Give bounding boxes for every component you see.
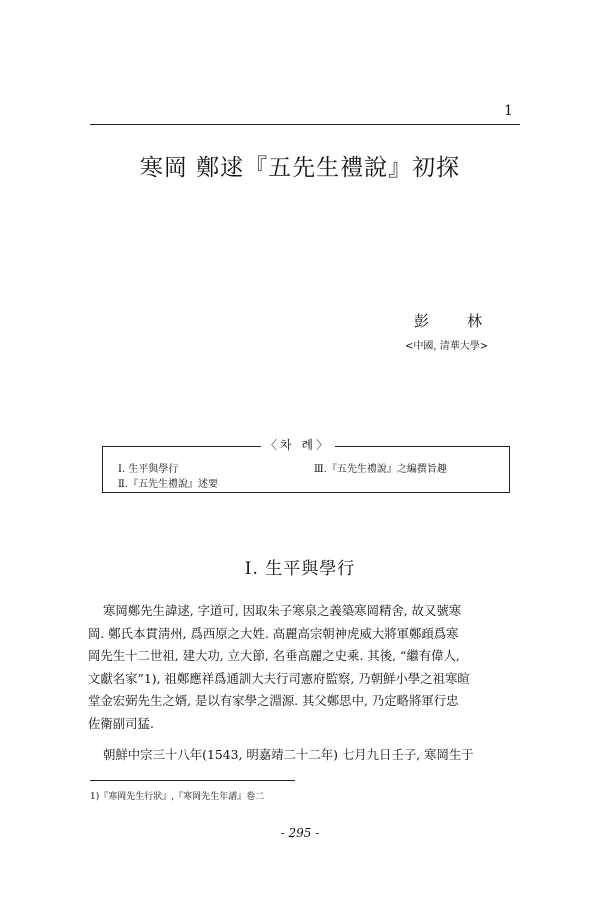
section-heading: Ⅰ. 生平與學行 [244,559,356,579]
author-affiliation: <中國, 清華大學> [405,341,489,352]
page-number-top: 1 [504,103,513,119]
header-rule [90,124,520,125]
toc-item: Ⅲ.『五先生禮說』之編撰旨趣 [314,464,447,475]
body-line: 岡. 鄭氏本貫淸州, 爲西原之大姓. 高麗高宗朝神虎威大將軍鄭頙爲寒 [88,625,459,641]
body-line: 寒岡鄭先生諱逑, 字道可, 因取朱子寒泉之義築寒岡精舍, 故又號寒 [103,603,462,618]
body-line: 岡先生十二世祖, 建大功, 立大節, 名垂高麗之史乘. 其後, “繼有偉人, [88,648,460,664]
body-line: 朝鮮中宗三十八年(1543, 明嘉靖二十二年) 七月九日壬子, 寒岡生于 [103,747,474,762]
body-line: 堂金宏弼先生之婿, 是以有家學之淵源. 其父鄭思中, 乃定略將軍行忠 [88,693,459,709]
page-number-bottom: - 295 - [280,826,320,840]
toc-item: Ⅱ.『五先生禮說』述要 [118,479,218,490]
toc-item: Ⅰ. 生平與學行 [118,464,179,475]
table-of-contents-label: 〈차 례〉 [261,436,335,453]
body-line: 佐衛副司猛. [88,715,154,731]
body-paragraph [88,600,520,736]
author-name: 彭林 [414,312,521,330]
footnote: 1)『寒岡先生行狀』,『寒岡先生年譜』卷二 [90,792,265,802]
footnote-rule [90,780,295,781]
article-title: 寒岡 鄭逑『五先生禮說』初探 [139,155,461,181]
body-line: 文獻名家”1), 祖鄭應祥爲通訓大夫行司憲府監察, 乃朝鮮小學之祖寒暄 [88,670,470,686]
